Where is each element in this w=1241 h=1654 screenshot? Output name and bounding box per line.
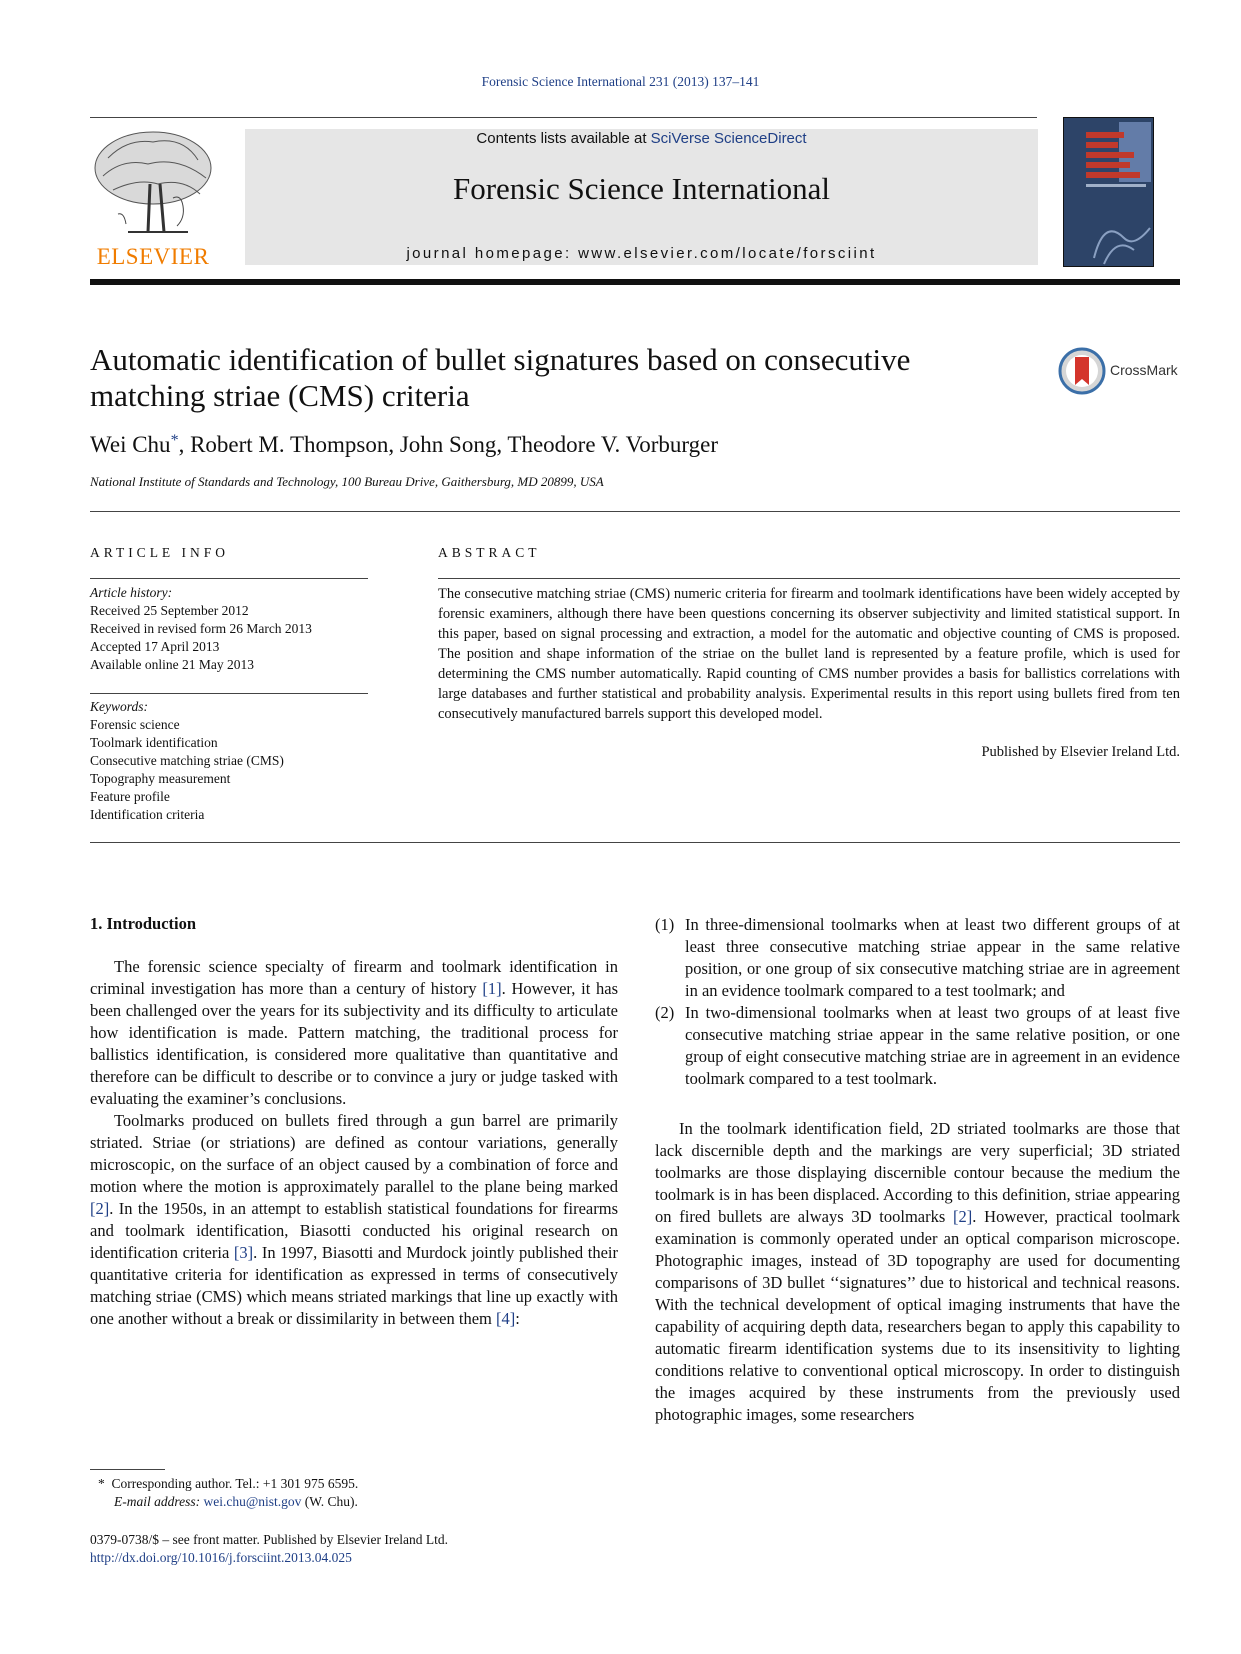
abstract-text: The consecutive matching striae (CMS) numeric criteria for firearm and toolmark identifications have been widely accepted by forensic examiners, although there have been questions concerning its observer subjectivity and limited statistical support. In this paper, based on signal processing and extraction, a model for the automatic and objective counting of CMS is proposed. The position and shape information of the striae on the bullet land is represented by a feature profile, which is used for determining the CMS number automatically. Rapid counting of CMS number provides a basis for ballistics correlations with large databases and further statistical and probability analysis. Experimental results in this report using bullets fired from ten consecutively manufactured barrels support this developed model. [438,586,1180,722]
sciencedirect-link[interactable]: SciVerse ScienceDirect [650,130,807,147]
article-info-rule [90,578,368,579]
crossmark-icon [1058,347,1106,395]
abstract-rule [438,578,1180,579]
history-item: Available online 21 May 2013 [90,657,254,672]
paragraph-text: The forensic science specialty of firearm and toolmark identification in criminal investigation has more than a century of history [90,957,618,998]
elsevier-wordmark: ELSEVIER [96,244,210,269]
issn-line: 0379-0738/$ – see front matter. Published by Elsevier Ireland Ltd. [90,1532,449,1547]
reference-link[interactable]: [3] [233,1243,254,1262]
keywords-rule [90,693,368,694]
email-suffix: (W. Chu). [301,1494,358,1509]
email-line [98,1493,358,1511]
corresponding-author-note [98,1475,358,1493]
paragraph-text: In the toolmark identification field, 2D striated toolmarks are those that lack discernible depth and the markings are very superficial; 3D striated toolmarks are those displaying discernible contour because the medium the toolmark is in has been displaced. According to this definition, striae appearing on fired bullets are always 3D toolmarks [655,1119,1180,1226]
authors-rest: , Robert M. Thompson, John Song, Theodore V. Vorburger [178,432,719,457]
header-rule [90,117,1037,118]
article-history [90,584,368,674]
bottom-info [90,1531,448,1567]
paragraph-text: : [515,1309,520,1328]
paragraph-text: . However, practical toolmark examination is commonly operated under an optical comparison microscope. Photographic images, instead of 3D topography are used for documenting comparisons of 3D bullet ‘‘signatures’’ due to historical and technical reasons. With the technical development of optical imaging instruments that have the capability of acquiring depth data, researchers began to apply this capability to automatic firearm identification systems due to its insensitivity to lighting conditions relative to conventional optical microscopy. In order to distinguish the images acquired by these instruments from the previously used photographic images, some researchers [655,1207,1180,1424]
affiliation: National Institute of Standards and Technology, 100 Bureau Drive, Gaithersburg, MD 20899, USA [90,474,604,489]
reference-link[interactable]: [4] [495,1309,516,1328]
paragraph [90,1110,618,1330]
title-rule [90,511,1180,512]
elsevier-logo [88,128,218,270]
history-label: Article history: [90,585,173,600]
footnote-marker: * [98,1476,105,1491]
crossmark-badge[interactable] [1058,347,1183,397]
doi-link[interactable]: http://dx.doi.org/10.1016/j.forsciint.2013.04.025 [90,1550,352,1565]
author-list [90,432,718,458]
paragraph [90,956,618,1110]
reference-link[interactable]: [2] [90,1199,110,1218]
paragraph-text: . In the 1950s, in an attempt to establish statistical foundations for firearms and toolmark identification, Biasotti conducted his original research on identification criteria [90,1199,618,1262]
reference-link[interactable]: [2] [953,1207,973,1226]
keyword-item: Identification criteria [90,807,205,822]
abstract-publisher: Published by Elsevier Ireland Ltd. [981,744,1180,760]
keyword-item: Consecutive matching striae (CMS) [90,753,284,768]
list-number: (2) [655,1003,675,1022]
paragraph-text: . In 1997, Biasotti and Murdock jointly published their quantitative criteria for identification as expressed in terms of consecutively matching striae (CMS) which means striated markings that line up exactly with one another without a break or dissimilarity in between them [90,1243,618,1328]
paragraph [655,1118,1180,1426]
article-info-heading: ARTICLE INFO [90,545,230,560]
header-thick-rule [90,279,1180,285]
author-first: Wei Chu [90,432,171,457]
journal-cover-image [1063,117,1154,267]
list-text: In two-dimensional toolmarks when at least two groups of at least five consecutive matching striae appear in the same relative position, or one group of eight consecutive matching striae are in agreement in an evidence toolmark compared to a test toolmark. [685,1003,1180,1088]
keyword-item: Forensic science [90,717,180,732]
keywords [90,698,368,824]
reference-link[interactable]: [1] [482,979,502,998]
history-item: Accepted 17 April 2013 [90,639,220,654]
article-title: Automatic identification of bullet signatures based on consecutive matching striae (CMS) criteria [90,342,911,413]
journal-homepage[interactable]: journal homepage: www.elsevier.com/locate/forsciint [406,245,877,262]
journal-citation[interactable]: Forensic Science International 231 (2013) 137–141 [481,74,760,89]
left-column [90,956,618,1330]
corresponding-text: Corresponding author. Tel.: +1 301 975 6595. [111,1476,359,1491]
paragraph-text: Toolmarks produced on bullets fired through a gun barrel are primarily striated. Striae (or striations) are defined as contour variations, generally microscopic, on the surface of an object caused by a combination of force and motion where the motion is approximately parallel to the plane being marked [90,1111,618,1196]
keyword-item: Topography measurement [90,771,231,786]
front-matter-rule [90,842,1180,843]
section-heading: 1. Introduction [90,914,197,933]
journal-cover-icon [1064,118,1153,266]
criteria-list-item [655,914,1180,1002]
corresponding-author-marker[interactable]: * [170,432,179,449]
footnote [98,1475,358,1511]
criteria-list-item [655,1002,1180,1090]
history-item: Received in revised form 26 March 2013 [90,621,312,636]
history-item: Received 25 September 2012 [90,603,249,618]
keywords-label: Keywords: [90,699,148,714]
right-column [655,914,1180,1426]
contents-line [245,129,1038,147]
list-text: In three-dimensional toolmarks when at least two different groups of at least three consecutive matching striae appear in the same relative position, or one group of six consecutive matching striae are in agreement in an evidence toolmark compared to a test toolmark; and [685,915,1180,1000]
keyword-item: Toolmark identification [90,735,218,750]
keyword-item: Feature profile [90,789,170,804]
crossmark-label: CrossMark [1110,362,1178,378]
email-link[interactable]: wei.chu@nist.gov [203,1494,302,1509]
footnote-rule [90,1469,165,1470]
contents-prefix: Contents lists available at [476,130,651,147]
email-label: E-mail address: [114,1494,204,1509]
list-number: (1) [655,915,675,934]
abstract-heading: ABSTRACT [438,545,541,560]
journal-banner [245,129,1038,265]
elsevier-tree-icon [88,128,218,240]
paragraph-text: . However, it has been challenged over the years for its subjectivity and its difficulty to articulate how identification is made. Pattern matching, the traditional process for ballistics identification, is considered more qualitative than quantitative and therefore can be difficult to describe or to convince a jury or judge tasked with evaluating the examiner’s conclusions. [90,979,618,1108]
journal-name: Forensic Science International [452,171,831,206]
